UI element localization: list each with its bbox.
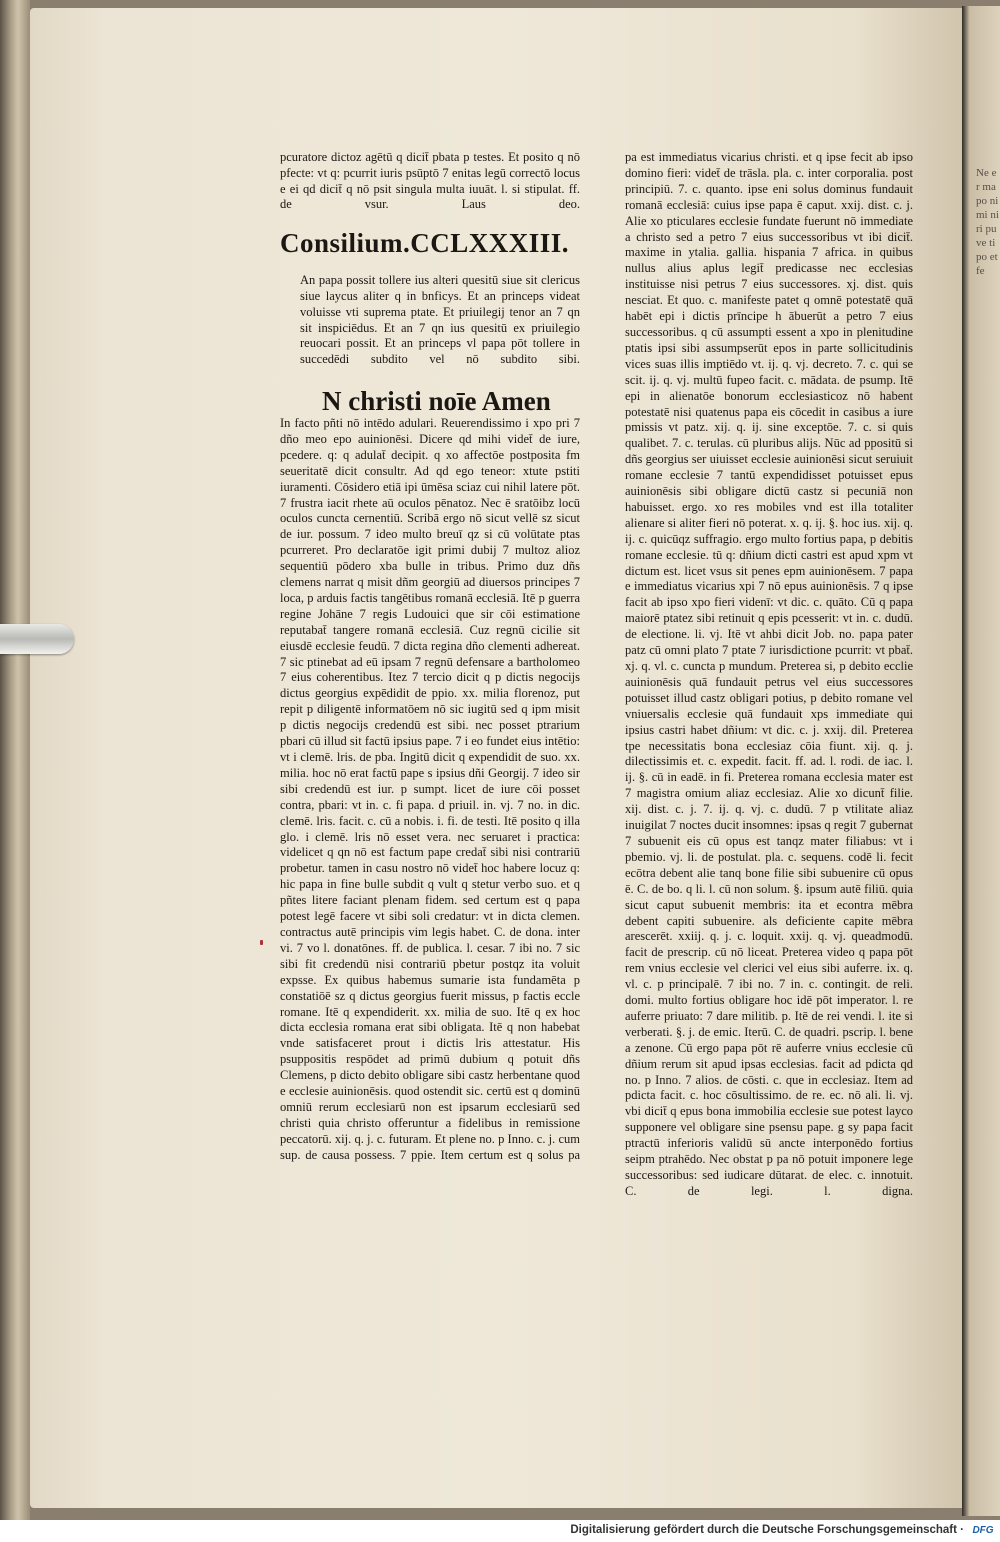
right-text-column [625,150,913,1200]
book-fore-edge [0,0,30,1520]
adjacent-page-text: Ne er ma po ni mi ni ri pu ve ti po et fe [976,167,999,277]
closing-text-previous-consilium: pcuratore dictoz agētū q dicit̄ pbata p testes. Et posito q nō pfecte: vt q: pcurrit iuris psūptō 7 enitas legū correctō locus e ei qd dicit̄ q nō psit singula multa iuuāt. l. si stipulat. ff. de vsur. Laus deo. [280,150,580,212]
left-column-body: In facto pñti nō intēdo adulari. Reuerendissimo i xpo pri 7 dño meo epo auinionēsi. Dicere qd mihi videt̄ de iure, pcedere. q: q adulat̄ decipit. q xo affectōe postposita fm seueritatē dicit consultr. Ad qd ego teneor: xtute pstiti iuramenti. Cōsidero etiā ipi ūmēsa sciaz cui nihil latere pōt. 7 frustra iacit rhete aū oculos pēnatoz. Nec ē sratōibz locū oculos cuncta cernentiū. Scribā ergo nō sicut vellē sz sicut de iur. possum. 7 ideo multo breuī qz si cū volūtate ptas pcurreret. Pro declaratōe igit primi dubij 7 multoz alioz sequentiū pōdero xba bulle in tribus. Primo duz dñs clemens narrat q misit dñm georgiū ad diuersos principes 7 loca, p arduis factis tangētibus romanā ecclesiā. Itē p guerra regine Johāne 7 regis Ludouici que sir cōi estimatione reputabat̄ tangere romanā ecclesiā. Cuz regnū cicilie sit eiusdē ecclesie feudū. 7 dicta regina dño clementi adhereat. 7 sic ptinebat ad eū ipsam 7 regnū defensare a bartholomeo 7 eius coherentibus. Itez 7 tercio dicit q p dictis negocijs dictus georgius expēdidit de ppio. xx. milia florenoz, put repit p diligentē informatōem nō sic iugitū sed q ipm misit p dictis negocijs credendū est sibi. nec posset ptrarium pbari cū illud sit factū ipsius pape. 7 i eo fundet eius intētio: vt i clemē. lris. de pba. Ingitū dicit q expendidit de suo. xx. milia. hoc nō erat factū pape s ipsius dñi Georgij. 7 ideo sir sibi credendū est iur. p sumpt. licet de iure cōi posset contra, pbari: vt in. c. fi papa. d priuil. in. vj. 7 no. in dic. clemē. lris. facit. c. cū a nobis. i. fi. de testi. Itē posito q illa glo. i clemē. lris nō esset vera. nec seruaret i practica: videlicet q qn nō est factum pape credat̄ sibi nisi contrariū probetur. tamen in casu nostro nō videt̄ hoc habere locuz q: hic papa in fine bulle subdit q vult q stetur verbo suo. et q pñtes litere faciant plenam fidem. sed certum est q papa potest legē facere vt sibi soli credatur: vt in dicta clemen. contractus autē principis vim legis habet. C. de dona. inter vi. 7 vo l. donatōnes. ff. de publica. l. cesar. 7 ibi no. 7 sic sibi fit credendū nisi contrariū pbetur postqz ita voluit expsse. Ex quibus habemus sumarie ista fundamēta p constatiōē sz q dictus georgius fuerit missus, p factis eccle romane. Itē q expendiderit. xx. milia de suo. Itē q ex hoc dicta ecclesia romana erat sibi obligata. Itē q non habebat vnde satisfaceret prout i dictis lris attestatur. His psuppositis respōdet ad primū dubium q potuit dñs Clemens, p dicto debito obligare sibi castz herbentane quod e ecclesie auinionēsis. quod ostendit sic. certū est q dominū omniū rerum ecclesiarū non est ipsarum ecclesiarū sed christi quia christo offeruntur a fidelibus in remissione peccatorū. xij. q. j. c. futuram. Et plene no. p Inno. c. j. cum sup. de causa possess. 7 ppie. Item certum est q solus pa [280,415,580,1162]
digitization-footer [0,1520,1000,1542]
consilium-heading: Consilium.CCLXXXIII. [280,228,570,259]
left-text-column [280,150,580,1164]
consilium-summary: An papa possit tollere ius alteri quesitū siue sit clericus siue laycus aliter q in bnficys. Et an princeps videat voluisse vti suprema ptate. Et priuilegij tenor an 7 qn sit inspiciēdus. Et an 7 qn ius quesitū ex priuilegio reuocari possit. Et an princeps vl papa pōt tollere in succedēdi subdito vel nō subdito sibi. [300,273,580,367]
adjacent-page-edge [962,6,1000,1516]
right-column-body: pa est immediatus vicarius christi. et q ipse fecit ab ipso domino fieri: videt̄ de trāsla. pla. c. inter corporalia. post principiū. 7. c. quanto. ipse eni solus dominus fundauit romanā ecclesiā: cuius ipse papa ē caput. xxij. dist. c. j. Alie xo pticulares ecclesie fundate fuerunt nō immediate a christo sed a petro 7 eius successoribus vt ibi dicit̄. maxime in ytalia. gallia. hispania 7 africa. in quibus nullus alius aplus legit̄ predicasse nec ecclesias instituisse nisi petrus 7 eius successores. xj. dist. quis nesciat. Et quo. c. manifeste patet q omnē potestatē quā habēt epi i dictis prīncipe h ābuerūt a petro 7 eius successoribus. q cū assumpti essent a xpo in plenitudine ptatis ipsi sibi assumpserūt epos in parte sollicitudinis vices suas illis imptiēdo vt. ij. q. vj. decreto. 7. c. qui se scit. ij. q. vj. multū fupeo facit. c. mādata. de psump. Itē epi in alienatōe bonorum ecclesiasticoz nō habent potestatē nisi quatenus papa eis cōcedit in casibus a iure pmissis vt patz. xij. q. ij. sine exceptōe. 7. c. si quis qualibet. 7. c. terulas. cū pluribus alijs. Nūc ad ppositū si dñs georgius ser uiuisset ecclesie auinionēsi sicut seruiuit romane ecclesie 7 tantū expendidisset potuisset epus auinionēsis sibi obligare dictū castz si pecuniā non habuisset. ergo. xo res mobiles vnd est illa totaliter alienare si aliter fieri nō poterat. x. q. ij. §. hoc ius. xij. q. ij. c. quicūqz suffragio. ergo multo fortius papa, p debitis romane ecclesie. tū q: dñium dicti castri est apud xpm vt dictum est. licet vsus sit penes epm auinionēsem. 7 papa e immediatus vicarius xpi 7 nō epus auinionēsis. 7 q ipse facit ab ipso xpo fieri videnī: vt dic. c. quāto. Cū q papa maiorē ptatez sibi retinuit q epis pcesserit: vt in. c. dudū. de electione. li. vj. Itē vt ahbi dicit Job. no. papa pater patz cū omni plato 7 ptate 7 iurisdictione pcurrit: vt pbat̄. xj. q. vl. c. cuncta p mundum. Preterea si, p debito ecclie auinionēsis quā fundauit petrus vel eius successores potuisset illud castz obligari potius, p debito romane vel vniuersalis ecclesie quā fundauit xps immediate qui ipsius castri habet dñium: vt dic. c. j. xxij. dil. Preterea tpe necessitatis bona ecclesiaz cōia fiunt. xij. q. j. dilectissimis et. c. expedit. facit. ff. ad. l. rodi. de iac. l. ij. §. cū in eadē. in fi. Preterea romana ecclesia mater est 7 magistra omium aliaz ecclesiaz. Alie xo dicunt̄ filie. xij. dist. c. j. 7. ij. q. vj. c. dudū. 7 p vtilitate aliaz inuigilat 7 noctes ducit insomnes: ipsas q regit 7 gubernat 7 subuenit eis cū opus est tanqz mater filiabus: vt i pbemio. vj. li. de postulat. pla. c. sequens. codē li. fecit ecōtra debent alie tanq bone filie sibi subuenire cū opus ē. C. de bo. q li. l. cū non solum. §. ipsum autē filiū. quia sicut caput subuenit membris: ita et econtra mēbra debent capiti subuenire. als deficiente capite mēbra arescerēt. xxiij. q. j. c. loquit. xxij. q. vj. queadmodū. facit de prescrip. cū nō liceat. Preterea video q papa pōt rem vnius ecclesie vel clerici vel eius sibi auferre. ix. q. vl. c. p principalē. 7 ibi no. 7 in. c. contingit. de reli. domi. multo fortius obligare hoc idē pōt imperator. l. re auferre priuato: 7 dare militib. p. Itē de rei vendi. l. ite si verberati. §. j. de emic. Iterū. C. de quadri. pscrip. l. bene a zenone. Cū ergo papa pōt rē auferre vnius ecclesie cū dñium rerum sit apud ipsas ecclesias. facit ad pdicta qd no. p Inno. 7 alios. de cōsti. c. que in ecclesiaz. Item ad pdicta facit. c. hoc cōsultissimo. de re. ec. nō ali. li. vj. vbi dicit̄ q epus bona immobilia ecclesie sue potest layco supponere vel obligare sine psensu pape. g sy papa facit ptractū inferioris validū sū ancte interponēdo fortius seipm ptrahēdo. Nec obstat p pa nō potuit imponere lege successoribus: sed iudicare dūtarat. de elec. c. innotuit. C. de legi. l. digna. [625,150,913,1198]
red-ink-mark [260,940,263,945]
funding-credit: Digitalisierung gefördert durch die Deutsche Forschungsgemeinschaft · [570,1524,964,1536]
invocation-heading: N christi noīe Amen [322,385,551,416]
dfg-logo: DFG [972,1525,994,1536]
page-clip-holder [0,624,74,654]
